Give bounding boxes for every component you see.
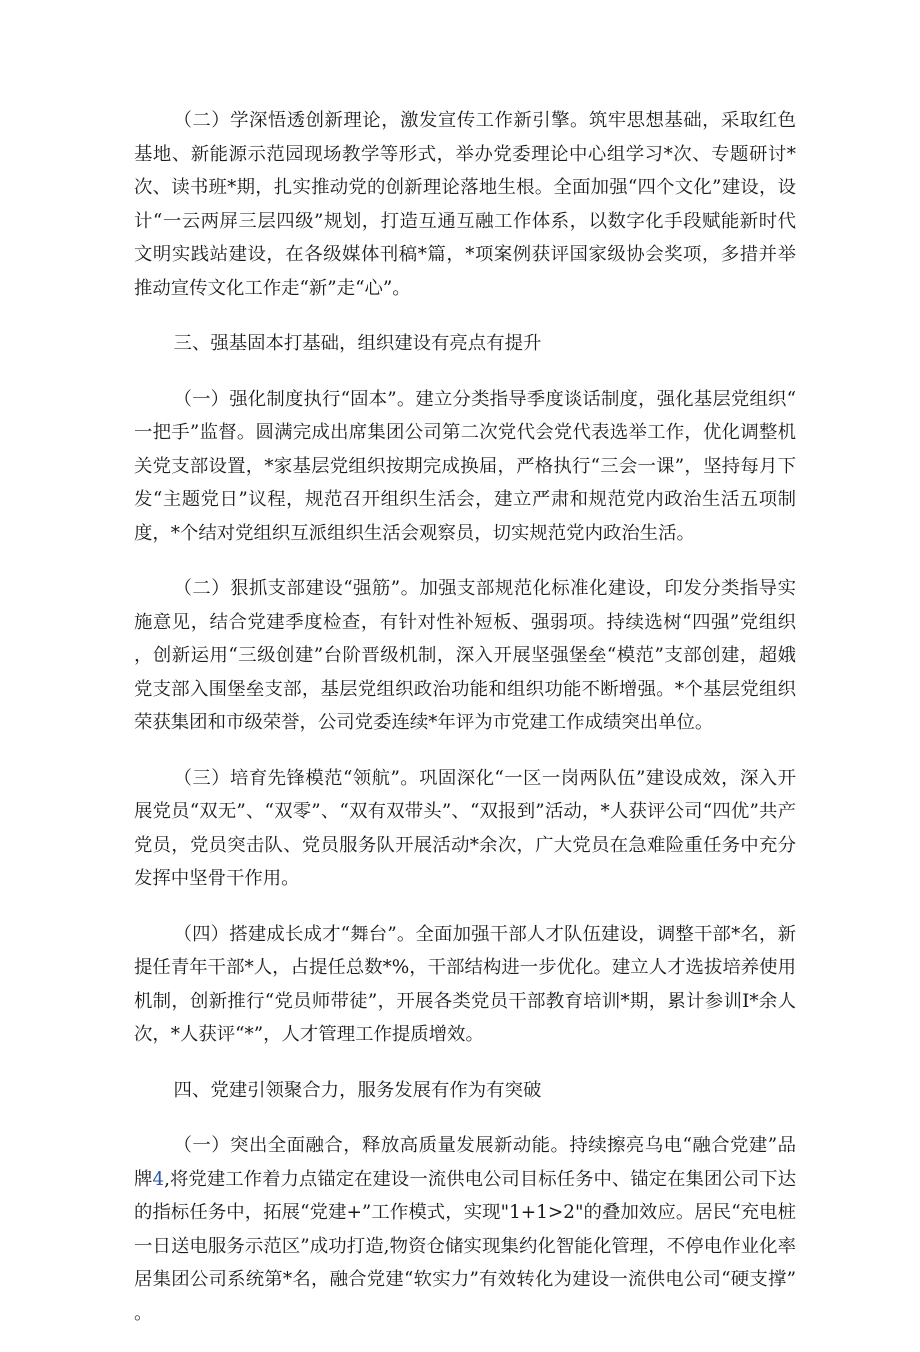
paragraph-propaganda: （二）学深悟透创新理论，激发宣传工作新引擎。筑牢思想基础，采取红色基地、新能源示范园现场教学等形式，举办党委理论中心组学习*次、专题研讨*次、读书班*期，扎实推动党的创新理论落地生根。全面加强“四个文化”建设，设计“一云两屏三层四级”规划，打造互通互融工作体系，以数字化手段赋能新时代文明实践站建设，在各级媒体刊稿*篇，*项案例获评国家级协会奖项，多措并举推动宣传文化工作走“新”走“心”。	[134, 110, 796, 299]
paragraph-system-execution: （一）强化制度执行“固本”。建立分类指导季度谈话制度，强化基层党组织“一把手”监督。圆满完成出席集团公司第二次党代会党代表选举工作，优化调整机关党支部设置，*家基层党组织按期完成换届，严格执行“三会一课”，坚持每月下发“主题党日”议程，规范召开组织生活会，建立严肃和规范党内政治生活五项制度，*个结对党组织互派组织生活会观察员，切实规范党内政治生活。	[134, 388, 796, 544]
paragraph-integration-part-b: ,将党建工作着力点锚定在建设一流供电公司目标任务中、锚定在集团公司下达的指标任务中，拓展“党建+”工作模式，实现"1+1>2"的叠加效应。居民“充电桩一日送电服务示范区”成功打造,物资仓储实现集约化智能化管理，不停电作业化率居集团公司系统第*名，融合党建“软实力”有效转化为建设一流供电公司“硬支撑”。	[134, 1168, 796, 1324]
paragraph-pioneer-models: （三）培育先锋模范“领航”。巩固深化“一区一岗两队伍”建设成效，深入开展党员“双无”、“双零”、“双有双带头”、“双报到”活动，*人获评公司“四优”共产党员，党员突击队、党员服务队开展活动*余次，广大党员在急难险重任务中充分发挥中坚骨干作用。	[134, 767, 796, 889]
section-heading-4: 四、党建引领聚合力，服务发展有作为有突破	[173, 1079, 542, 1101]
paragraph-talent-stage: （四）搭建成长成才“舞台”。全面加强干部人才队伍建设，调整干部*名，新提任青年干部*人，占提任总数*%，干部结构进一步优化。建立人才选拔培养使用机制，创新推行“党员师带徒”，开展各类党员干部教育培训*期，累计参训I*余人次，*人获评“*”，人才管理工作提质增效。	[134, 923, 796, 1045]
brand-mark-number: 4	[152, 1168, 165, 1190]
paragraph-integration	[134, 1129, 796, 1330]
document-body	[134, 104, 796, 1352]
paragraph-branch-building: （二）狠抓支部建设“强筋”。加强支部规范化标准化建设，印发分类指导实施意见，结合党建季度检查，有针对性补短板、强弱项。持续选树“四强”党组织，创新运用“三级创建”台阶晋级机制，深入开展坚强堡垒“模范”支部创建，超娥党支部入围堡垒支部，基层党组织政治功能和组织功能不断增强。*个基层党组织荣获集团和市级荣誉，公司党委连续*年评为市党建工作成绩突出单位。	[134, 578, 796, 733]
paragraph-integration-part-a: （一）突出全面融合，释放高质量发展新动能。持续擦亮乌电“融合党建”品牌	[134, 1135, 796, 1190]
section-heading-3: 三、强基固本打基础，组织建设有亮点有提升	[173, 333, 542, 354]
